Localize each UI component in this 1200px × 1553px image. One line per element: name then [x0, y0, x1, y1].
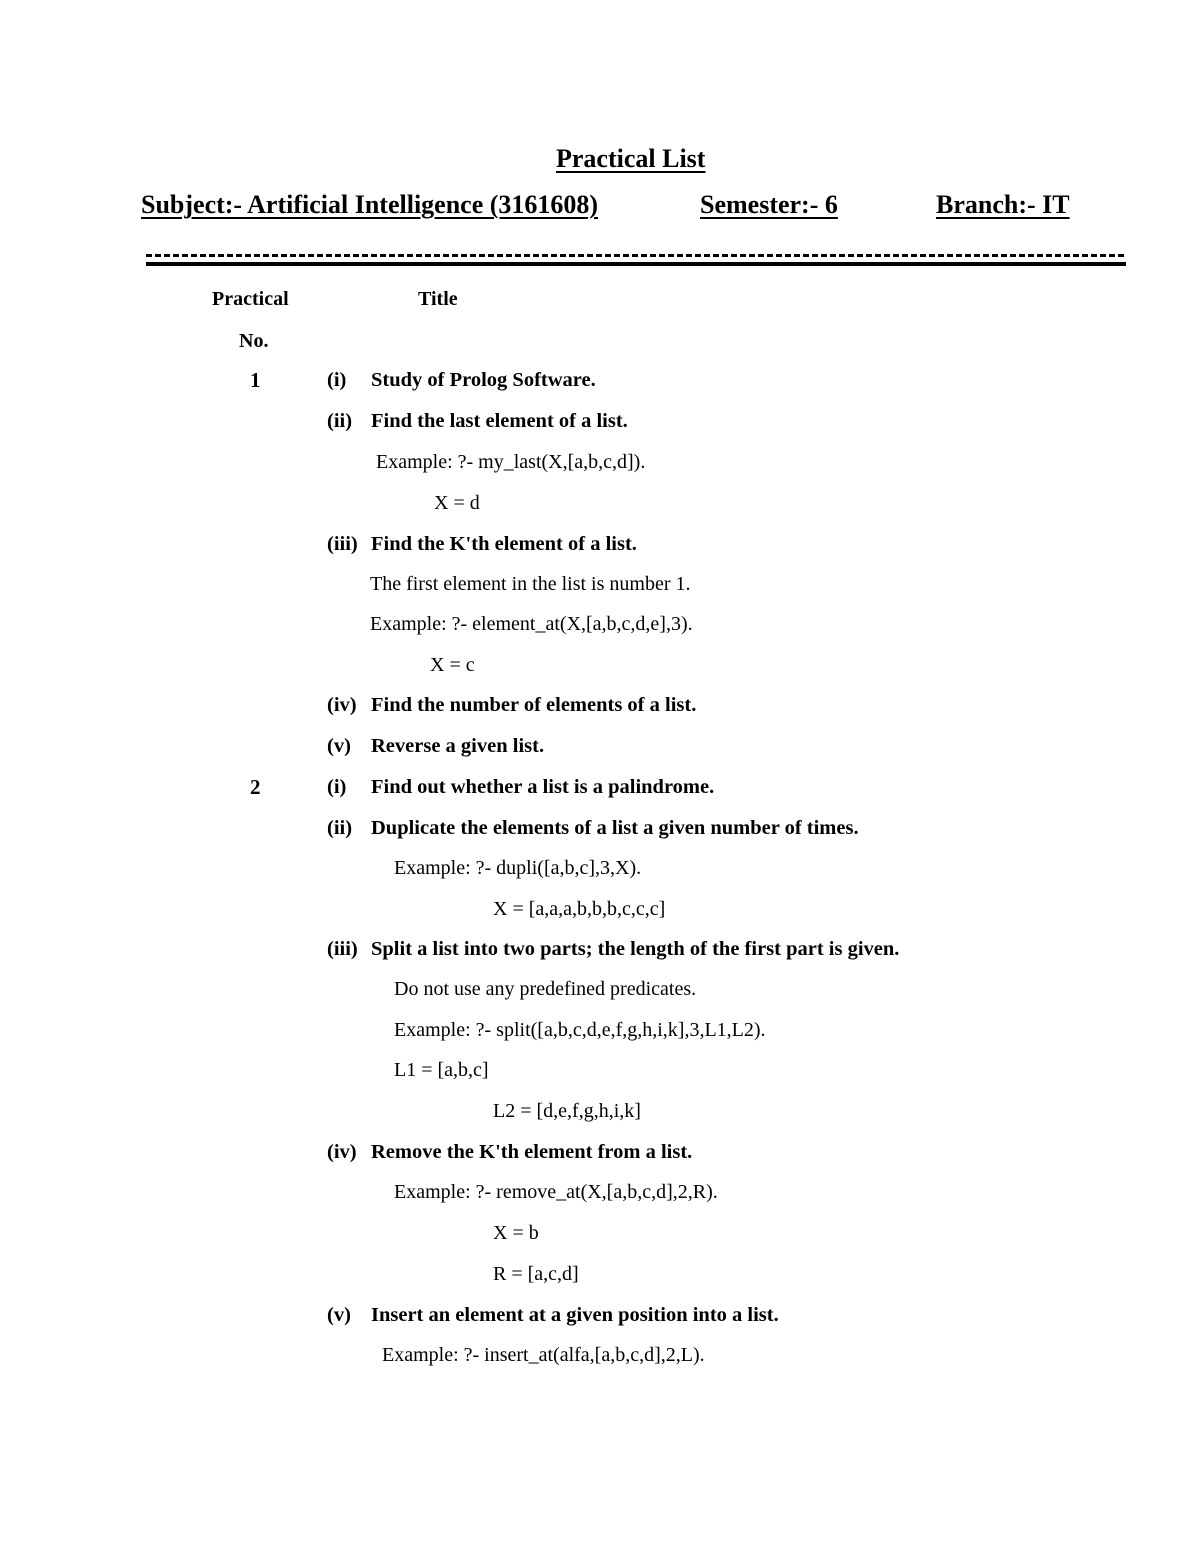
item-title: Find the K'th element of a list. — [371, 533, 637, 555]
practical-number: 1 — [250, 368, 261, 392]
item-label: (iii) — [327, 938, 358, 960]
example-line: Example: ?- my_last(X,[a,b,c,d]). — [376, 451, 646, 473]
item-label: (v) — [327, 1304, 351, 1326]
list-item — [327, 411, 628, 432]
practical-number: 2 — [250, 775, 261, 799]
subject-heading: Subject:- Artificial Intelligence (3161608) — [141, 190, 599, 219]
result-line: X = d — [434, 492, 480, 514]
example-line: Example: ?- split([a,b,c,d,e,f,g,h,i,k],3,L1,L2). — [394, 1019, 766, 1041]
item-title: Insert an element at a given position into a list. — [371, 1304, 779, 1326]
item-label: (i) — [327, 369, 347, 391]
item-title: Find the number of elements of a list. — [371, 694, 697, 716]
item-title: Find the last element of a list. — [371, 410, 628, 432]
solid-rule — [146, 262, 1126, 266]
result-line: L2 = [d,e,f,g,h,i,k] — [493, 1100, 641, 1122]
list-item — [327, 695, 696, 716]
list-item — [327, 1142, 692, 1163]
item-title: Study of Prolog Software. — [371, 369, 596, 391]
item-label: (ii) — [327, 410, 353, 432]
example-line: Example: ?- insert_at(alfa,[a,b,c,d],2,L). — [382, 1344, 705, 1366]
page-title: Practical List — [556, 144, 706, 173]
column-title: Title — [418, 288, 458, 310]
result-line: X = c — [430, 654, 475, 676]
item-label: (v) — [327, 735, 351, 757]
example-line: Example: ?- dupli([a,b,c],3,X). — [394, 857, 642, 879]
item-title: Split a list into two parts; the length of the first part is given. — [371, 938, 900, 960]
semester-heading: Semester:- 6 — [700, 190, 838, 219]
column-practical: Practical — [212, 288, 289, 310]
item-label: (ii) — [327, 817, 353, 839]
item-label: (iv) — [327, 1141, 357, 1163]
list-item — [327, 1305, 779, 1326]
result-line: X = [a,a,a,b,b,b,c,c,c] — [493, 898, 666, 920]
branch-heading: Branch:- IT — [936, 190, 1070, 219]
note-line: The first element in the list is number 1. — [370, 573, 691, 595]
dashed-rule — [146, 254, 1126, 257]
list-item — [327, 534, 637, 555]
header-divider — [146, 250, 1126, 272]
list-item — [327, 818, 859, 839]
result-line: X = b — [493, 1222, 539, 1244]
item-title: Remove the K'th element from a list. — [371, 1141, 693, 1163]
list-item — [327, 736, 544, 757]
item-label: (iv) — [327, 694, 357, 716]
list-item — [327, 939, 899, 960]
item-title: Duplicate the elements of a list a given number of times. — [371, 817, 859, 839]
item-label: (iii) — [327, 533, 358, 555]
example-line: Example: ?- remove_at(X,[a,b,c,d],2,R). — [394, 1181, 718, 1203]
item-label: (i) — [327, 776, 347, 798]
result-line: L1 = [a,b,c] — [394, 1059, 489, 1081]
result-line: R = [a,c,d] — [493, 1263, 579, 1285]
item-title: Reverse a given list. — [371, 735, 545, 757]
list-item — [327, 777, 714, 798]
example-line: Example: ?- element_at(X,[a,b,c,d,e],3). — [370, 613, 693, 635]
note-line: Do not use any predefined predicates. — [394, 978, 697, 1000]
column-no: No. — [239, 330, 269, 352]
list-item — [327, 370, 596, 391]
item-title: Find out whether a list is a palindrome. — [371, 776, 715, 798]
